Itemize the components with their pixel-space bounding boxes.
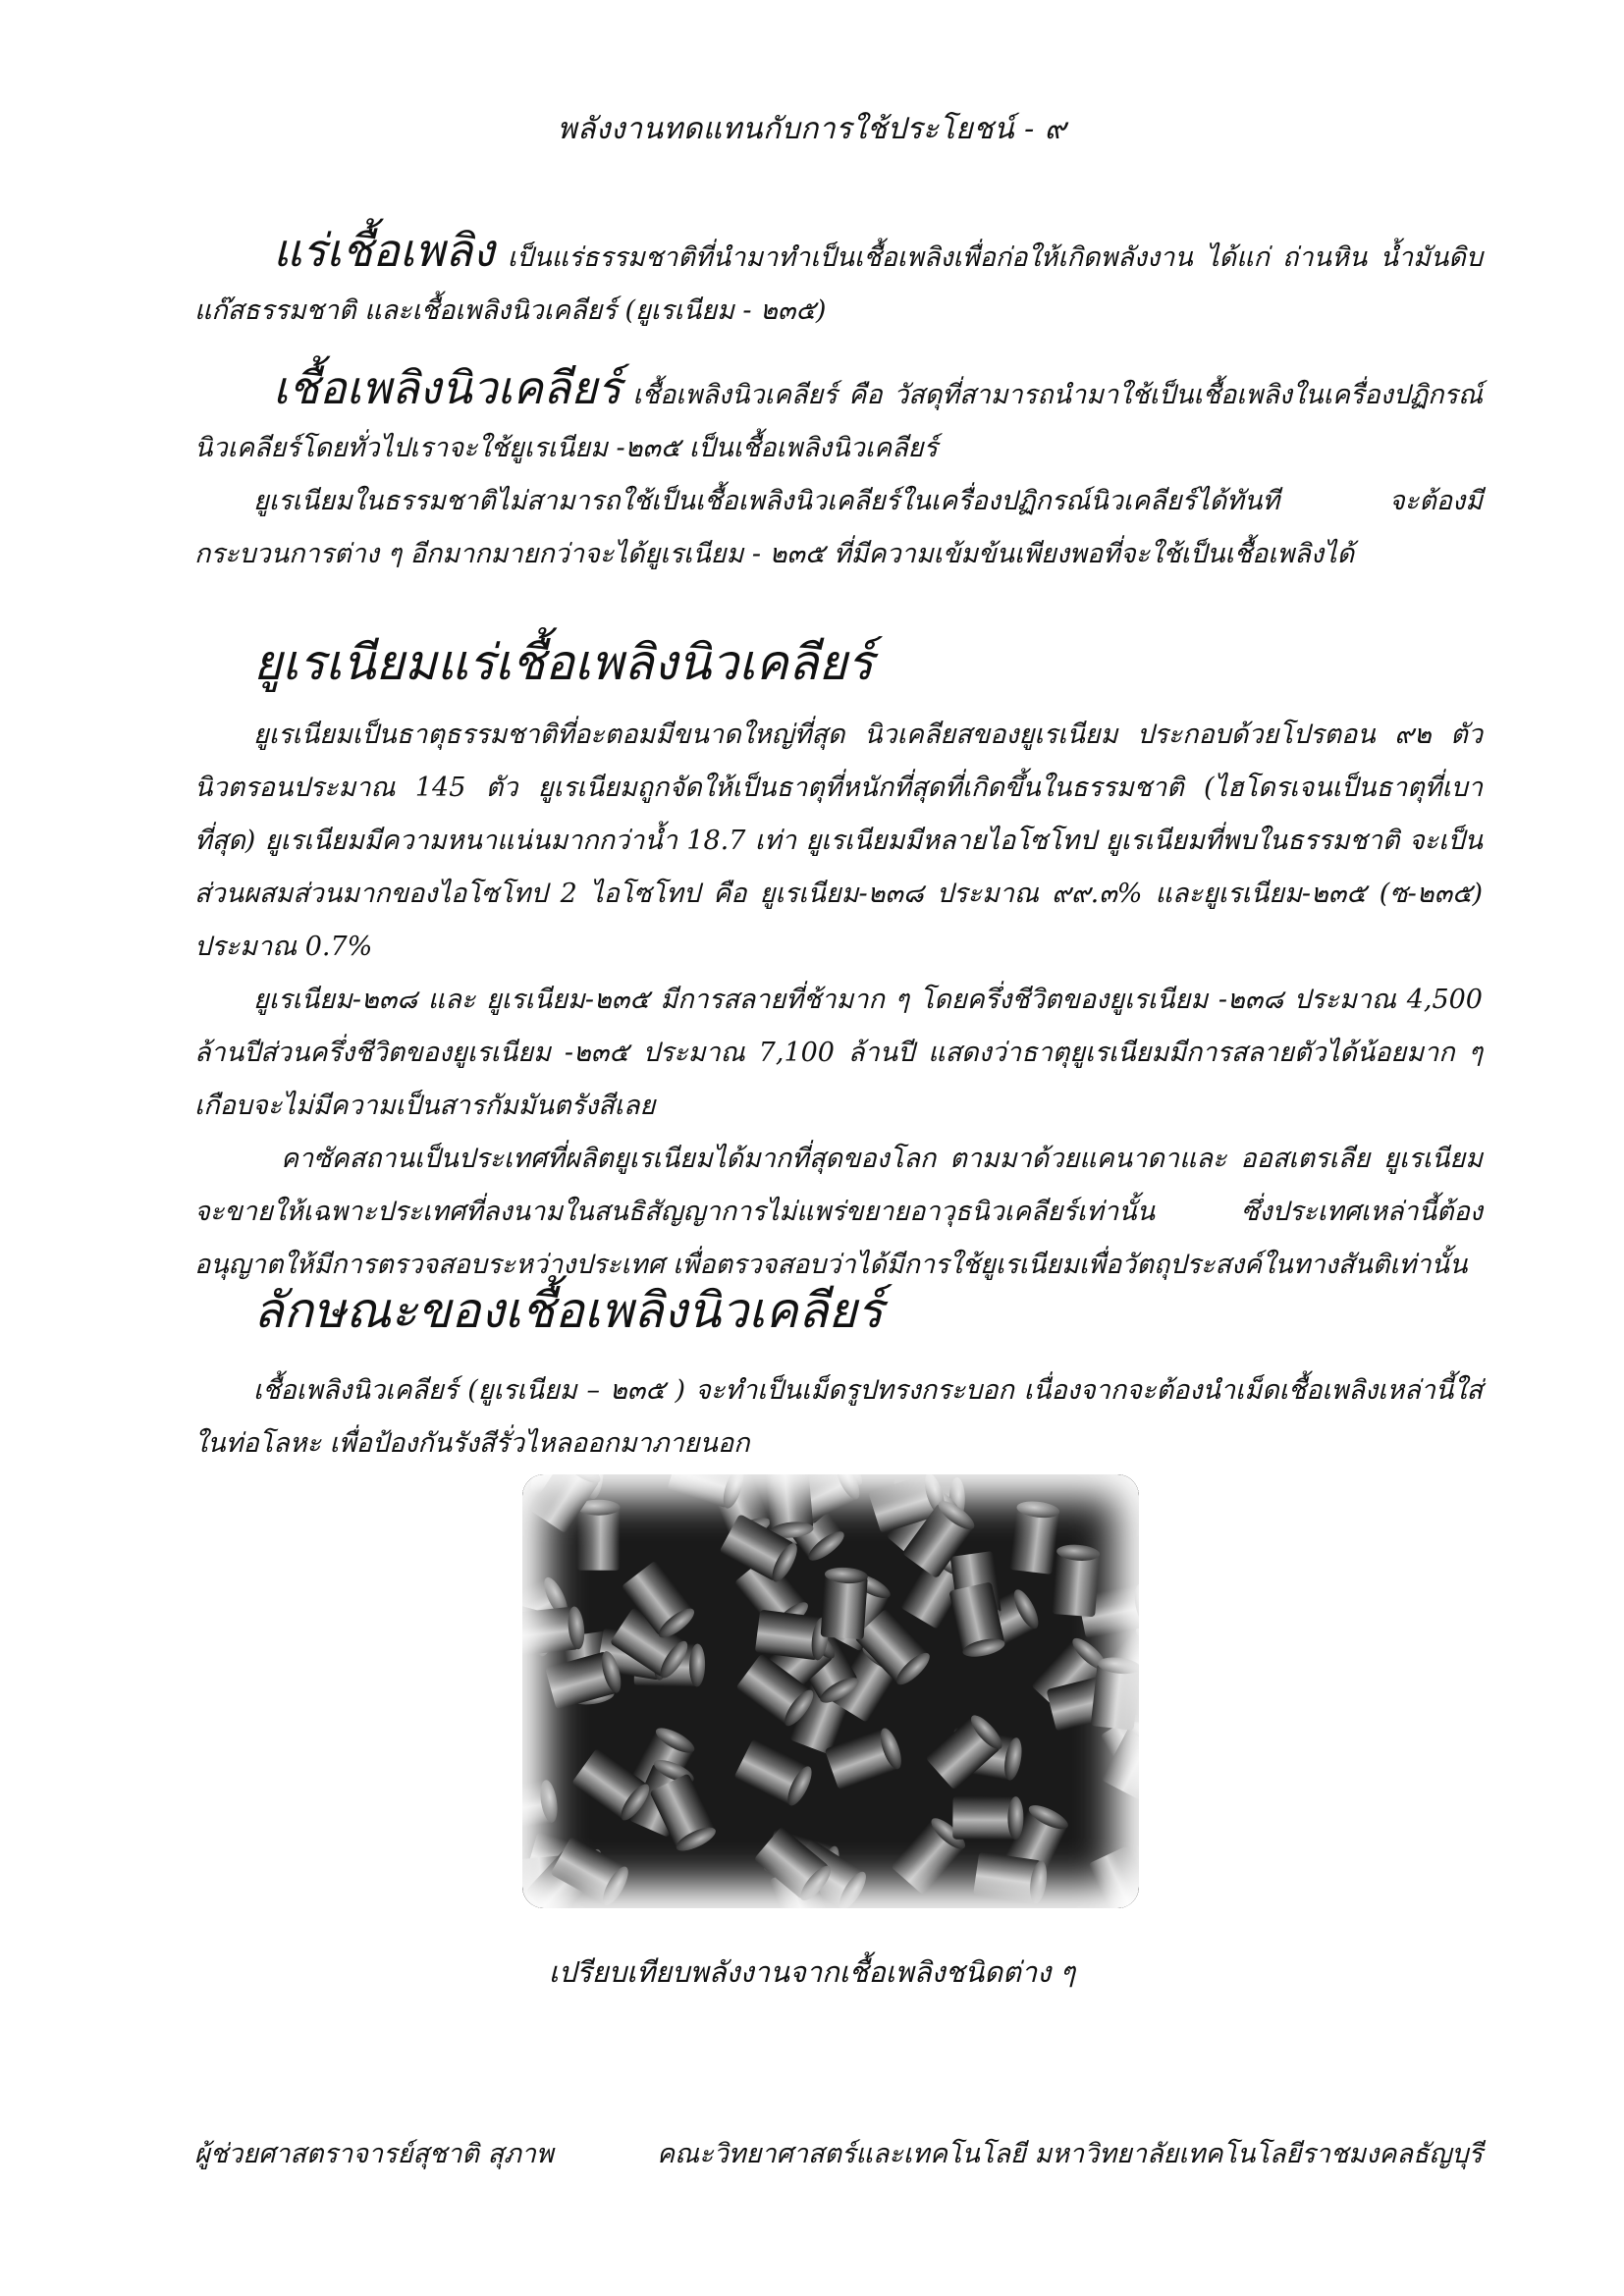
section-fuel-characteristics (194, 1276, 1483, 1470)
page-footer (194, 2132, 1483, 2174)
nuclear-fuel-paragraph (194, 361, 1483, 475)
fuel-pellet (755, 1610, 831, 1662)
fuel-minerals-body: เป็นแร่ธรรมชาติที่นำมาทำเป็นเชื้อเพลิงเพื่อก่อให้เกิดพลังงาน ได้แก่ ถ่านหิน น้ำมันดิบ แก๊สธรรมชาติ และเชื้อเพลิงนิวเคลียร์ (ยูเรเนียม - ๒๓๕) (194, 242, 1483, 326)
fuel-pellets-illustration (522, 1474, 1139, 1908)
nuclear-fuel-body: เชื้อเพลิงนิวเคลียร์ คือ วัสดุที่สามารถนำมาใช้เป็นเชื้อเพลิงในเครื่องปฏิกรณ์นิวเคลียร์โดยทั่วไปเราจะใช้ยูเรเนียม -๒๓๕ เป็นเชื้อเพลิงนิวเคลียร์ (194, 380, 1483, 463)
fuel-pellet (952, 1796, 1023, 1841)
fuel-pellet (821, 1566, 869, 1639)
nuclear-fuel-paragraph-2: ยูเรเนียมในธรรมชาติไม่สามารถใช้เป็นเชื้อเพลิงนิวเคลียร์ในเครื่องปฏิกรณ์นิวเคลียร์ได้ทันที จะต้องมีกระบวนการต่าง ๆ อีกมากมายกว่าจะได้ยูเรเนียม - ๒๓๕ ที่มีความเข้มข้นเพียงพอที่จะใช้เป็นเชื้อเพลิงได้ (194, 486, 1483, 569)
section-nuclear-fuel (194, 361, 1483, 581)
uranium-paragraph-1: ยูเรเนียมเป็นธาตุธรรมชาติที่อะตอมมีขนาดใหญ่ที่สุด นิวเคลียสของยูเรเนียม ประกอบด้วยโปรตอน ๙๒ ตัว นิวตรอนประมาณ 145 ตัว ยูเรเนียมถูกจัดให้เป็นธาตุที่หนักที่สุดที่เกิดขึ้นในธรรมชาติ (ไฮโดรเจนเป็นธาตุที่เบาที่สุด) ยูเรเนียมมีความหนาแน่นมากกว่าน้ำ 18.7 เท่า ยูเรเนียมมีหลายไอโซโทป ยูเรเนียมที่พบในธรรมชาติ จะเป็นส่วนผสมส่วนมากของไอโซโทป 2 ไอโซโทป คือ ยูเรเนียม-๒๓๘ ประมาณ ๙๙.๓% และยูเรเนียม-๒๓๕ (ซ-๒๓๕) ประมาณ 0.7% (194, 720, 1483, 962)
fuel-pellet (522, 1606, 586, 1656)
fuel-pellet (1009, 1499, 1060, 1575)
fuel-characteristics-heading: ลักษณะของเชื้อเพลิงนิวเคลียร์ (253, 1282, 884, 1339)
fuel-pellet (1091, 1655, 1139, 1730)
fuel-minerals-term: แร่เชื้อเพลิง (273, 224, 495, 277)
page-header: พลังงานทดแทนกับการใช้ประโยชน์ - ๙ (557, 112, 1067, 146)
footer-institution: คณะวิทยาศาสตร์และเทคโนโลยี มหาวิทยาลัยเทคโนโลยีราชมงคลธัญบุรี (657, 2139, 1483, 2169)
figure-caption: เปรียบเทียบพลังงานจากเชื้อเพลิงชนิดต่าง ๆ (548, 1955, 1076, 1989)
nuclear-fuel-term: เชื้อเพลิงนิวเคลียร์ (273, 361, 622, 414)
section-uranium (194, 628, 1483, 1292)
fuel-pellet (765, 1474, 814, 1539)
footer-author: ผู้ช่วยศาสตราจารย์สุชาติ สุภาพ (194, 2139, 554, 2169)
uranium-heading: ยูเรเนียมแร่เชื้อเพลิงนิวเคลียร์ (253, 634, 874, 691)
uranium-paragraph-3: คาซัคสถานเป็นประเทศที่ผลิตยูเรเนียมได้มากที่สุดของโลก ตามมาด้วยแคนาดาและ ออสเตรเลีย ยูเรเนียมจะขายให้เฉพาะประเทศที่ลงนามในสนธิสัญญาการไม่แพร่ขยายอาวุธนิวเคลียร์เท่านั้น ซึ่งประเทศเหล่านี้ต้องอนุญาตให้มีการตรวจสอบระหว่างประเทศ เพื่อตรวจสอบว่าได้มีการใช้ยูเรเนียมเพื่อวัตถุประสงค์ในทางสันติเท่านั้น (194, 1144, 1483, 1280)
section-fuel-minerals (194, 224, 1483, 338)
fuel-pellets-photo (522, 1474, 1139, 1908)
fuel-minerals-paragraph (194, 224, 1483, 338)
uranium-paragraph-2: ยูเรเนียม-๒๓๘ และ ยูเรเนียม-๒๓๕ มีการสลายที่ช้ามาก ๆ โดยครึ่งชีวิตของยูเรเนียม -๒๓๘ ประมาณ 4,500 ล้านปีส่วนครึ่งชีวิตของยูเรเนียม -๒๓๕ ประมาณ 7,100 ล้านปี แสดงว่าธาตุยูเรเนียมมีการสลายตัวได้น้อยมาก ๆ เกือบจะไม่มีความเป็นสารกัมมันตรังสีเลย (194, 985, 1483, 1121)
fuel-pellet (1052, 1543, 1100, 1617)
fuel-characteristics-paragraph: เชื้อเพลิงนิวเคลียร์ (ยูเรเนียม – ๒๓๕ ) จะทำเป็นเม็ดรูปทรงกระบอก เนื่องจากจะต้องนำเม็ดเชื้อเพลิงเหล่านี้ใส่ในท่อโลหะ เพื่อป้องกันรังสีรั่วไหลออกมาภายนอก (194, 1375, 1483, 1459)
fuel-pellet (576, 1500, 620, 1571)
